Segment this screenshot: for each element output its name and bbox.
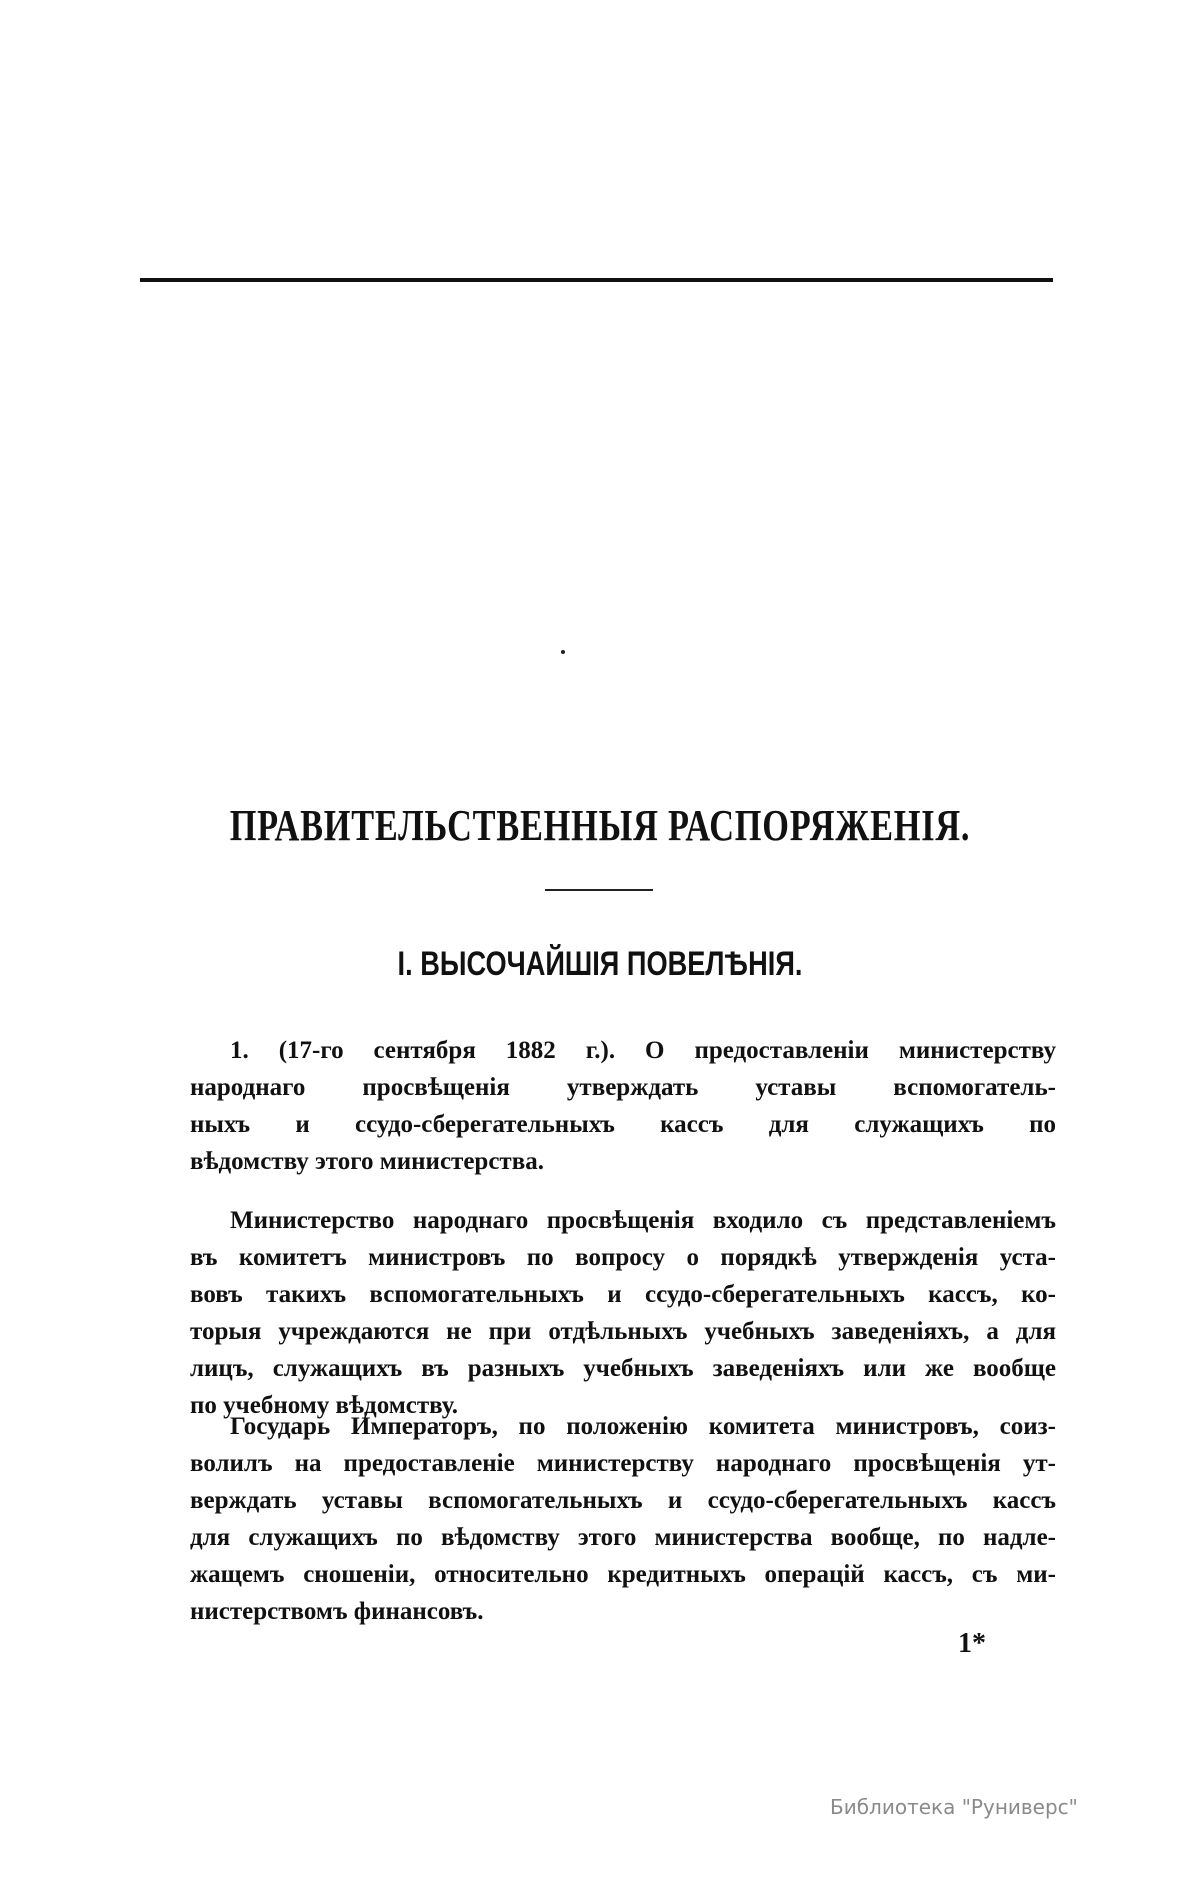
paragraph-ministry — [190, 1202, 1056, 1424]
ink-speck — [561, 650, 565, 654]
top-rule — [140, 278, 1053, 282]
text-line: волилъ на предоставленіе министерству народнаго просвѣщенія ут- — [190, 1450, 1056, 1477]
text-line: по учебному вѣдомству. — [190, 1392, 459, 1419]
text-line: ныхъ и ссудо-сберегательныхъ кассъ для служащихъ по — [190, 1111, 1056, 1138]
page-number: 1* — [958, 1628, 986, 1659]
library-watermark: Библиотека "Руниверс" — [830, 1795, 1078, 1819]
paragraph-emperor — [190, 1408, 1056, 1630]
text-line: вовъ такихъ вспомогательныхъ и ссудо-сберегательныхъ кассъ, ко- — [190, 1281, 1056, 1308]
text-line: для служащихъ по вѣдомству этого министерства вообще, по надле- — [190, 1524, 1056, 1551]
text-line: Министерство народнаго просвѣщенія входило съ представленіемъ — [230, 1207, 1056, 1234]
text-line: жащемъ сношеніи, относительно кредитныхъ операцій кассъ, съ ми- — [190, 1561, 1056, 1588]
text-line: 1. (17-го сентября 1882 г.). О предоставленіи министерству — [230, 1037, 1056, 1064]
text-line: торыя учреждаются не при отдѣльныхъ учебныхъ заведеніяхъ, а для — [190, 1318, 1056, 1345]
text-line: верждать уставы вспомогательныхъ и ссудо-сберегательныхъ кассъ — [190, 1487, 1056, 1514]
section-heading: I. ВЫСОЧАЙШІЯ ПОВЕЛѢНІЯ. — [397, 945, 803, 983]
page-title: ПРАВИТЕЛЬСТВЕННЫЯ РАСПОРЯЖЕНІЯ. — [229, 801, 971, 850]
paragraph-decree-summary — [190, 1032, 1056, 1180]
text-line: вѣдомству этого министерства. — [190, 1148, 544, 1175]
text-line: нистерствомъ финансовъ. — [190, 1598, 484, 1625]
text-line: лицъ, служащихъ въ разныхъ учебныхъ заведеніяхъ или же вообще — [190, 1355, 1056, 1382]
text-line: въ комитетъ министровъ по вопросу о порядкѣ утвержденія уста- — [190, 1244, 1056, 1271]
text-line: Государь Императоръ, по положенію комитета министровъ, соиз- — [230, 1413, 1056, 1440]
title-divider — [545, 889, 653, 891]
text-line: народнаго просвѣщенія утверждать уставы вспомогатель- — [190, 1074, 1056, 1101]
